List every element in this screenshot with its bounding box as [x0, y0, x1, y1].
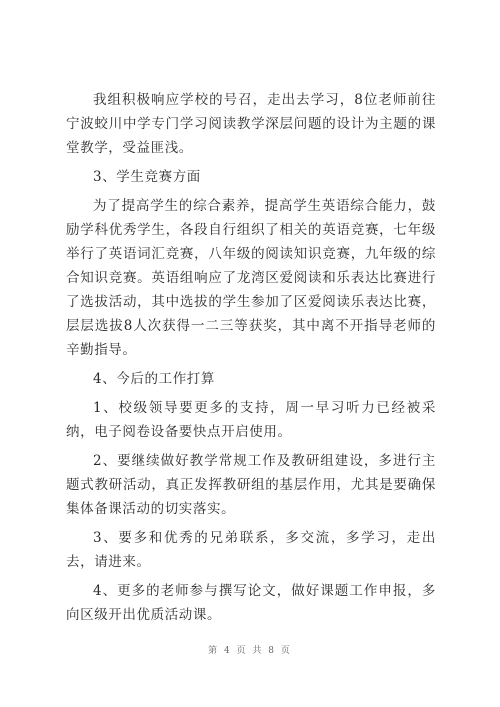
plan-item-1: 1、校级领导要更多的支持，周一早习听力已经被采纳，电子阅卷设备要快点开启使用。	[66, 400, 436, 440]
heading-future-plans: 4、今后的工作打算	[93, 371, 215, 387]
page-number-footer: 第 4 页 共 8 页	[208, 646, 292, 656]
heading-student-competition: 3、学生竞赛方面	[93, 169, 201, 185]
paragraph-competition-details: 为了提高学生的综合素养，提高学生英语综合能力，鼓励学科优秀学生，各段自行组织了相关的英语竞赛，七年级举行了英语词汇竞赛，八年级的阅读知识竞赛，九年级的综合知识竞赛。英语组响应了龙湾区爱阅读和乐表达比赛进行了选拔活动，其中选拔的学生参加了区爱阅读乐表达比赛，层层选拔8人次获得一二三等获奖，其中离不开指导老师的辛勤指导。	[66, 198, 436, 358]
plan-item-3: 3、要多和优秀的兄弟联系，多交流，多学习，走出去，请进来。	[66, 530, 436, 570]
plan-item-2: 2、要继续做好教学常规工作及教研组建设，多进行主题式教研活动，真正发挥教研组的基层作用，尤其是要确保集体备课活动的切实落实。	[66, 453, 436, 517]
paragraph-learning-visit: 我组积极响应学校的号召，走出去学习，8位老师前往宁波蛟川中学专门学习阅读教学深层问题的设计为主题的课堂教学，受益匪浅。	[66, 92, 436, 156]
document-body	[66, 88, 436, 632]
plan-item-4: 4、更多的老师参与撰写论文，做好课题工作申报，多向区级开出优质活动课。	[66, 583, 436, 623]
